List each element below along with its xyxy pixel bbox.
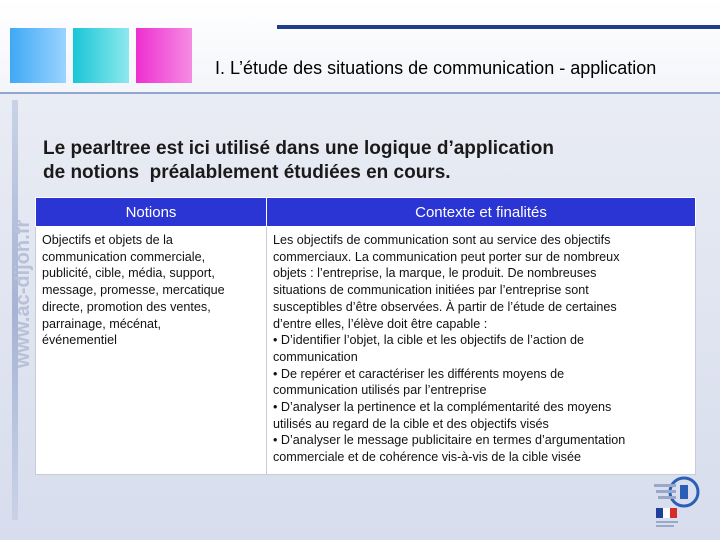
- notions-cell: [36, 227, 267, 475]
- contexte-line: communication: [273, 349, 358, 364]
- contexte-line: • D’analyser la pertinence et la complémentarité des moyens: [273, 400, 612, 415]
- notions-line: directe, promotion des ventes,: [42, 299, 211, 314]
- contexte-line: commerciaux. La communication peut porter sur de nombreux: [273, 249, 620, 264]
- contexte-line: • De repérer et caractériser les différents moyens de: [273, 366, 565, 381]
- notions-line: événementiel: [42, 333, 117, 348]
- notions-line: parrainage, mécénat,: [42, 316, 162, 331]
- table-header-row: [36, 198, 696, 227]
- decor-square-blue: [10, 28, 66, 83]
- contexte-line: communication utilisés par l’entreprise: [273, 383, 487, 398]
- site-url-label: www.ac-dijon.fr: [12, 219, 34, 368]
- column-header-notions: Notions: [36, 198, 267, 227]
- table-row: [36, 227, 696, 475]
- contexte-line: susceptibles d’être observées. À partir de l’étude de certaines: [273, 299, 617, 314]
- notions-line: publicité, cible, média, support,: [42, 266, 215, 281]
- decor-square-magenta: [136, 28, 192, 83]
- notions-line: Objectifs et objets de la: [42, 233, 173, 247]
- contexte-line: utilisés au regard de la cible et des objectifs visés: [273, 416, 549, 431]
- slide-title: I. L’étude des situations de communication - application: [215, 58, 657, 78]
- contexte-line: • D’identifier l’objet, la cible et les objectifs de l’action de: [273, 333, 585, 348]
- main-heading: [43, 137, 683, 185]
- contexte-line: • D’analyser le message publicitaire en termes d’argumentation: [273, 433, 626, 448]
- heading-line: de notions préalablement étudiées en cours.: [43, 162, 451, 183]
- contexte-cell: [267, 227, 696, 475]
- contexte-line: situations de communication initiées par l’entreprise sont: [273, 283, 589, 298]
- heading-line: Le pearltree est ici utilisé dans une logique d’application: [43, 138, 555, 159]
- contexte-line: d’entre elles, l’élève doit être capable :: [273, 316, 488, 331]
- academie-dijon-logo-icon: [648, 472, 710, 534]
- contexte-line: Les objectifs de communication sont au service des objectifs: [273, 233, 611, 247]
- header-rule: [277, 25, 720, 29]
- column-header-contexte: Contexte et finalités: [267, 198, 696, 227]
- decor-square-cyan: [73, 28, 129, 83]
- notions-table: [35, 197, 696, 475]
- contexte-line: objets : l’entreprise, la marque, le produit. De nombreuses: [273, 266, 597, 281]
- notions-line: message, promesse, mercatique: [42, 283, 225, 298]
- notions-line: communication commerciale,: [42, 249, 206, 264]
- contexte-line: commerciale et de cohérence vis-à-vis de la cible visée: [273, 450, 581, 465]
